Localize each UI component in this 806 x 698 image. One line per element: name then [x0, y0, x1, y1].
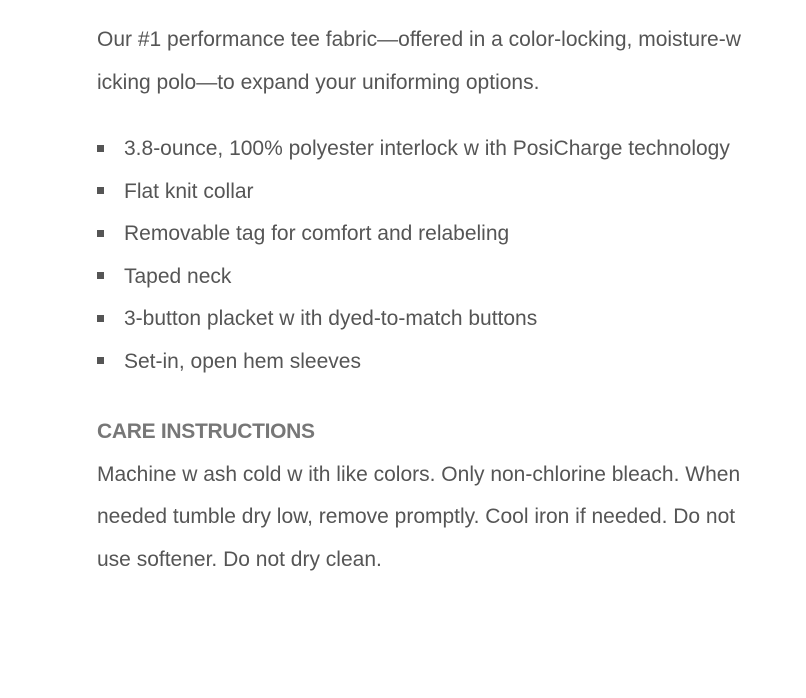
list-item	[97, 298, 757, 341]
product-description	[97, 19, 757, 581]
list-item	[97, 256, 757, 299]
square-bullet-icon	[97, 272, 104, 279]
feature-text: Taped neck	[124, 264, 232, 288]
features-list	[97, 128, 757, 383]
list-item	[97, 213, 757, 256]
list-item	[97, 341, 757, 384]
feature-text: Flat knit collar	[124, 179, 254, 203]
list-item	[97, 128, 757, 171]
care-instructions-heading: CARE INSTRUCTIONS	[97, 420, 315, 443]
square-bullet-icon	[97, 187, 104, 194]
intro-paragraph: Our #1 performance tee fabric—offered in a color-locking, moisture-w icking polo—to expand your uniforming options.	[97, 28, 741, 94]
feature-text: 3.8-ounce, 100% polyester interlock w ith PosiCharge technology	[124, 137, 730, 160]
square-bullet-icon	[97, 357, 104, 364]
list-item	[97, 171, 757, 214]
square-bullet-icon	[97, 145, 104, 152]
square-bullet-icon	[97, 315, 104, 322]
feature-text: 3-button placket w ith dyed-to-match buttons	[124, 307, 538, 330]
square-bullet-icon	[97, 230, 104, 237]
feature-text: Set-in, open hem sleeves	[124, 349, 361, 373]
feature-text: Removable tag for comfort and relabeling	[124, 222, 510, 245]
care-instructions-text: Machine w ash cold w ith like colors. Only non-chlorine bleach. When needed tumble dry low, remove promptly. Cool iron if needed. Do not use softener. Do not dry clean.	[97, 462, 741, 571]
